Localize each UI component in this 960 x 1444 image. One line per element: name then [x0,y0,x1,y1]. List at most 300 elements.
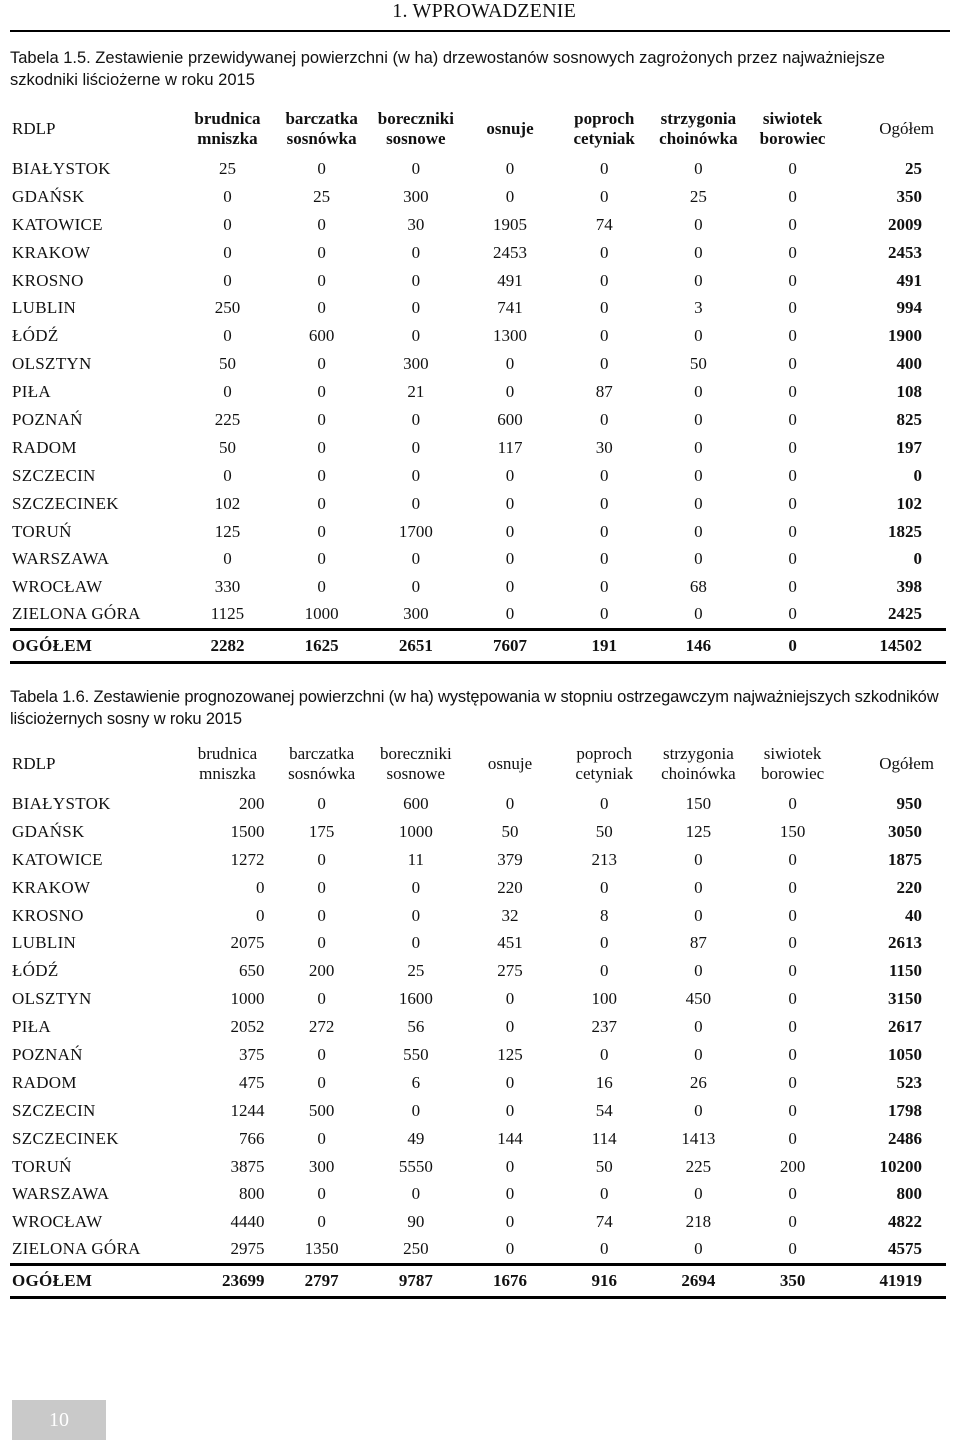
table-row [10,545,946,573]
table2 [10,738,946,1299]
total-cell: 10200 [879,1156,922,1176]
column-header-text: siwiotek [762,109,823,128]
total-cell: 523 [896,1072,922,1092]
value-cell: 0 [411,905,421,925]
value-cell: 0 [317,1044,326,1064]
value-cell: 1600 [398,989,433,1009]
value-cell: 0 [505,1156,515,1176]
total-cell: 2486 [888,1128,922,1148]
rdlp-name-cell: SZCZECINEK [12,1128,119,1148]
value-cell: 0 [788,326,797,346]
rdlp-name-cell: PIŁA [12,382,51,402]
column-header-text: boreczniki [377,109,454,128]
value-cell: 74 [595,1212,613,1232]
table2-caption: Tabela 1.6. Zestawienie prognozowanej powierzchni (w ha) występowania w stopniu ostrzegawczym najważniejszych szkodników liściożernych sosny w roku 2015 [10,688,939,728]
table-row [10,573,946,601]
value-cell: 0 [788,1212,797,1232]
value-cell: 2694 [651,1264,745,1297]
value-cell: 23699 [180,1264,274,1297]
value-cell: 375 [239,1044,265,1064]
value-cell: 1125 [210,604,245,624]
total-cell: 40 [905,905,922,925]
value-cell: 0 [505,1017,515,1037]
column-header-text: Ogółem [879,119,934,138]
value-cell: 50 [218,354,236,374]
total-cell: 0 [913,465,922,485]
value-cell: 0 [599,298,609,318]
value-cell: 0 [411,493,421,513]
value-cell: 0 [505,1212,515,1232]
value-cell: 0 [505,1184,515,1204]
value-cell: 0 [505,577,515,597]
table-row [10,462,946,490]
value-cell: 0 [788,158,797,178]
total-cell: 1050 [888,1044,922,1064]
value-cell: 2052 [230,1017,265,1037]
value-cell: 0 [599,186,609,206]
total-cell: 108 [896,382,922,402]
value-cell: 0 [317,158,326,178]
rdlp-name-cell: WARSZAWA [12,549,110,569]
rdlp-name-cell: TORUŃ [12,1156,72,1176]
value-cell: 330 [214,577,241,597]
column-header-text: brudnica [194,109,261,128]
value-cell: 766 [239,1128,265,1148]
value-cell: 0 [317,1212,326,1232]
rdlp-name-cell: KROSNO [12,270,84,290]
value-cell: 0 [411,933,421,953]
value-cell: 550 [403,1044,429,1064]
value-cell: 0 [411,1184,421,1204]
value-cell: 0 [788,905,797,925]
value-cell: 0 [788,298,797,318]
table-row [10,490,946,518]
value-cell: 125 [685,821,712,841]
table-row [10,183,946,211]
rdlp-name-cell: POZNAŃ [12,1044,83,1064]
value-cell: 0 [223,214,232,234]
value-cell: 741 [497,298,523,318]
value-cell: 491 [497,270,523,290]
rdlp-name-cell: LUBLIN [12,933,77,953]
value-cell: 0 [599,877,609,897]
value-cell: 1350 [304,1239,339,1259]
total-cell: 4575 [888,1239,922,1259]
value-cell: 0 [788,270,797,290]
column-header-text: brudnica [197,744,258,763]
value-cell: 117 [497,437,523,457]
table-row [10,1125,946,1153]
column-header-brudnica-mniszka [180,738,274,790]
value-cell: 0 [694,1100,703,1120]
value-cell: 0 [745,629,839,662]
value-cell: 0 [694,493,703,513]
value-cell: 0 [788,1044,797,1064]
value-cell: 0 [411,465,421,485]
value-cell: 0 [788,409,797,429]
column-header-text: osnuje [487,754,533,773]
value-cell: 272 [308,1017,335,1037]
rdlp-name-cell: OGÓŁEM [10,1264,180,1297]
column-header-text: choinówka [659,129,738,148]
value-cell: 0 [788,1239,797,1259]
value-cell: 1700 [398,521,433,541]
value-cell: 0 [317,1072,326,1092]
value-cell: 2651 [369,629,463,662]
value-cell: 0 [223,549,232,569]
value-cell: 0 [317,877,326,897]
table-row [10,846,946,874]
value-cell: 0 [788,1017,797,1037]
column-header-rdlp [10,103,180,155]
value-cell: 800 [239,1184,265,1204]
value-cell: 0 [317,989,326,1009]
value-cell: 0 [223,326,232,346]
rdlp-name-cell: PIŁA [12,1017,51,1037]
value-cell: 26 [689,1072,707,1092]
value-cell: 475 [239,1072,265,1092]
value-cell: 0 [317,465,326,485]
table-row [10,294,946,322]
value-cell: 0 [317,382,326,402]
total-cell: 14502 [840,629,946,662]
value-cell: 0 [223,382,232,402]
total-cell: 491 [896,270,922,290]
value-cell: 25 [689,186,707,206]
value-cell: 0 [505,521,515,541]
value-cell: 0 [694,1239,703,1259]
value-cell: 56 [407,1017,425,1037]
value-cell: 0 [505,382,515,402]
table1 [10,103,946,664]
rdlp-name-cell: KATOWICE [12,849,103,869]
value-cell: 0 [599,604,609,624]
value-cell: 150 [779,821,806,841]
value-cell: 0 [599,158,609,178]
value-cell: 225 [214,409,241,429]
value-cell: 11 [407,849,425,869]
value-cell: 0 [788,989,797,1009]
column-header-text: borowiec [760,764,825,783]
value-cell: 3 [694,298,703,318]
value-cell: 2975 [230,1239,265,1259]
value-cell: 0 [694,549,703,569]
value-cell: 30 [407,214,425,234]
value-cell: 500 [308,1100,335,1120]
rdlp-name-cell: RADOM [12,437,77,457]
value-cell: 200 [308,961,335,981]
value-cell: 5550 [398,1156,433,1176]
value-cell: 0 [317,793,326,813]
value-cell: 0 [411,1100,421,1120]
rdlp-name-cell: SZCZECIN [12,465,96,485]
value-cell: 0 [411,577,421,597]
value-cell: 0 [788,186,797,206]
total-row [10,1264,946,1297]
column-header-ogolem [840,738,946,790]
value-cell: 0 [317,849,326,869]
value-cell: 0 [788,604,797,624]
rdlp-name-cell: WROCŁAW [12,577,103,597]
table-row [10,406,946,434]
value-cell: 0 [505,1072,515,1092]
value-cell: 0 [223,242,232,262]
value-cell: 300 [403,604,429,624]
column-header-text: mniszka [199,764,256,783]
value-cell: 0 [788,382,797,402]
rdlp-name-cell: SZCZECINEK [12,493,119,513]
total-cell: 2453 [888,242,922,262]
value-cell: 450 [685,989,712,1009]
table-row [10,818,946,846]
value-cell: 1272 [230,849,265,869]
value-cell: 191 [557,629,651,662]
value-cell: 0 [694,604,703,624]
table-row [10,929,946,957]
value-cell: 1300 [493,326,528,346]
total-cell: 0 [913,549,922,569]
rdlp-name-cell: ŁÓDŹ [12,961,59,981]
column-header-text: sosnowe [386,129,446,148]
value-cell: 0 [223,465,232,485]
value-cell: 68 [689,577,707,597]
value-cell: 0 [694,326,703,346]
column-header-text: cetyniak [575,764,633,783]
column-header-text: cetyniak [573,129,635,148]
value-cell: 0 [788,242,797,262]
value-cell: 0 [505,1100,515,1120]
rdlp-name-cell: KATOWICE [12,214,103,234]
value-cell: 87 [595,382,613,402]
rdlp-name-cell: WARSZAWA [12,1184,110,1204]
column-header-osnuje [463,103,557,155]
value-cell: 146 [651,629,745,662]
value-cell: 0 [599,933,609,953]
value-cell: 50 [595,821,613,841]
total-cell: 3150 [888,989,922,1009]
table-row [10,1069,946,1097]
value-cell: 0 [317,437,326,457]
value-cell: 220 [497,877,523,897]
value-cell: 600 [403,793,429,813]
value-cell: 0 [694,1017,703,1037]
table-row [10,790,946,818]
value-cell: 50 [595,1156,613,1176]
total-cell: 825 [896,409,922,429]
rdlp-name-cell: WROCŁAW [12,1212,103,1232]
value-cell: 0 [599,1184,609,1204]
rdlp-name-cell: ZIELONA GÓRA [12,1239,141,1259]
value-cell: 0 [694,877,703,897]
rdlp-name-cell: ZIELONA GÓRA [12,604,141,624]
column-header-text: sosnowe [386,764,446,783]
value-cell: 0 [599,270,609,290]
total-cell: 2613 [888,933,922,953]
column-header-barczatka-sosnowka [275,103,369,155]
value-cell: 7607 [463,629,557,662]
table-row [10,874,946,902]
column-header-text: sosnówka [288,764,356,783]
value-cell: 0 [694,1184,703,1204]
value-cell: 0 [788,1072,797,1092]
value-cell: 49 [407,1128,425,1148]
total-cell: 102 [896,493,922,513]
table-row [10,1208,946,1236]
value-cell: 200 [239,793,265,813]
table-row [10,350,946,378]
total-cell: 1875 [888,849,922,869]
value-cell: 0 [788,549,797,569]
value-cell: 379 [497,849,523,869]
total-cell: 1825 [888,521,922,541]
table-row [10,1180,946,1208]
value-cell: 237 [591,1017,617,1037]
table-row [10,378,946,406]
value-cell: 0 [256,877,265,897]
value-cell: 102 [214,493,241,513]
value-cell: 0 [788,577,797,597]
column-header-text: strzygonia [662,744,734,763]
value-cell: 25 [218,158,236,178]
value-cell: 0 [599,242,609,262]
value-cell: 74 [595,214,613,234]
value-cell: 90 [407,1212,425,1232]
total-cell: 400 [896,354,922,374]
value-cell: 0 [411,877,421,897]
value-cell: 0 [599,521,609,541]
column-header-poproch-cetyniak [557,103,651,155]
value-cell: 213 [591,849,617,869]
column-header-text: mniszka [197,129,258,148]
total-cell: 800 [896,1184,922,1204]
column-header-text: choinówka [661,764,736,783]
table-row [10,1097,946,1125]
value-cell: 2453 [493,242,528,262]
running-header: 1. WPROWADZENIE [392,0,576,22]
total-cell: 2425 [888,604,922,624]
table-row [10,1013,946,1041]
value-cell: 0 [411,242,421,262]
value-cell: 0 [694,409,703,429]
value-cell: 250 [403,1239,429,1259]
value-cell: 0 [599,354,609,374]
value-cell: 0 [788,933,797,953]
table-row [10,239,946,267]
rdlp-name-cell: GDAŃSK [12,186,85,206]
value-cell: 50 [218,437,236,457]
total-cell: 220 [896,877,922,897]
value-cell: 0 [505,989,515,1009]
value-cell: 0 [788,214,797,234]
value-cell: 0 [411,549,421,569]
value-cell: 0 [317,577,326,597]
rdlp-name-cell: BIAŁYSTOK [12,158,111,178]
table-row [10,985,946,1013]
header-row [10,738,946,790]
value-cell: 300 [403,354,429,374]
value-cell: 200 [779,1156,806,1176]
value-cell: 0 [788,1128,797,1148]
value-cell: 275 [497,961,523,981]
total-cell: 3050 [888,821,922,841]
value-cell: 9787 [369,1264,463,1297]
value-cell: 150 [685,793,712,813]
rdlp-name-cell: OGÓŁEM [10,629,180,662]
value-cell: 0 [694,158,703,178]
value-cell: 0 [599,549,609,569]
value-cell: 0 [694,242,703,262]
value-cell: 0 [411,437,421,457]
value-cell: 30 [595,437,613,457]
value-cell: 0 [788,877,797,897]
column-header-text: barczatka [285,109,358,128]
value-cell: 114 [591,1128,617,1148]
value-cell: 1413 [681,1128,716,1148]
value-cell: 0 [317,354,326,374]
value-cell: 0 [505,604,515,624]
value-cell: 0 [694,1044,703,1064]
value-cell: 0 [694,849,703,869]
value-cell: 0 [599,493,609,513]
value-cell: 350 [745,1264,839,1297]
table-row [10,1236,946,1264]
value-cell: 1500 [230,821,265,841]
rdlp-name-cell: ŁÓDŹ [12,326,59,346]
total-cell: 994 [896,298,922,318]
value-cell: 0 [788,493,797,513]
value-cell: 0 [694,465,703,485]
value-cell: 100 [591,989,617,1009]
value-cell: 0 [694,214,703,234]
value-cell: 0 [788,1184,797,1204]
value-cell: 0 [317,270,326,290]
column-header-ogolem [840,103,946,155]
table-row [10,601,946,629]
value-cell: 0 [599,577,609,597]
page-number: 10 [12,1400,106,1440]
rdlp-name-cell: RADOM [12,1072,77,1092]
column-header-text: RDLP [12,754,56,773]
value-cell: 0 [317,409,326,429]
value-cell: 0 [411,409,421,429]
value-cell: 0 [317,493,326,513]
value-cell: 1000 [230,989,265,1009]
value-cell: 0 [788,1100,797,1120]
value-cell: 0 [505,465,515,485]
table-row [10,1153,946,1181]
value-cell: 0 [317,242,326,262]
table-row [10,1041,946,1069]
rdlp-name-cell: OLSZTYN [12,354,92,374]
value-cell: 2282 [180,629,274,662]
rdlp-name-cell: POZNAŃ [12,409,83,429]
value-cell: 125 [214,521,241,541]
value-cell: 225 [685,1156,712,1176]
value-cell: 25 [407,961,425,981]
column-header-text: barczatka [289,744,355,763]
column-header-text: Ogółem [879,754,934,773]
total-cell: 398 [896,577,922,597]
value-cell: 0 [788,437,797,457]
value-cell: 25 [313,186,331,206]
rdlp-name-cell: GDAŃSK [12,821,85,841]
column-header-siwiotek-borowiec [745,738,839,790]
value-cell: 0 [317,549,326,569]
value-cell: 600 [497,409,523,429]
value-cell: 0 [223,186,232,206]
value-cell: 2797 [275,1264,369,1297]
value-cell: 1000 [398,821,433,841]
